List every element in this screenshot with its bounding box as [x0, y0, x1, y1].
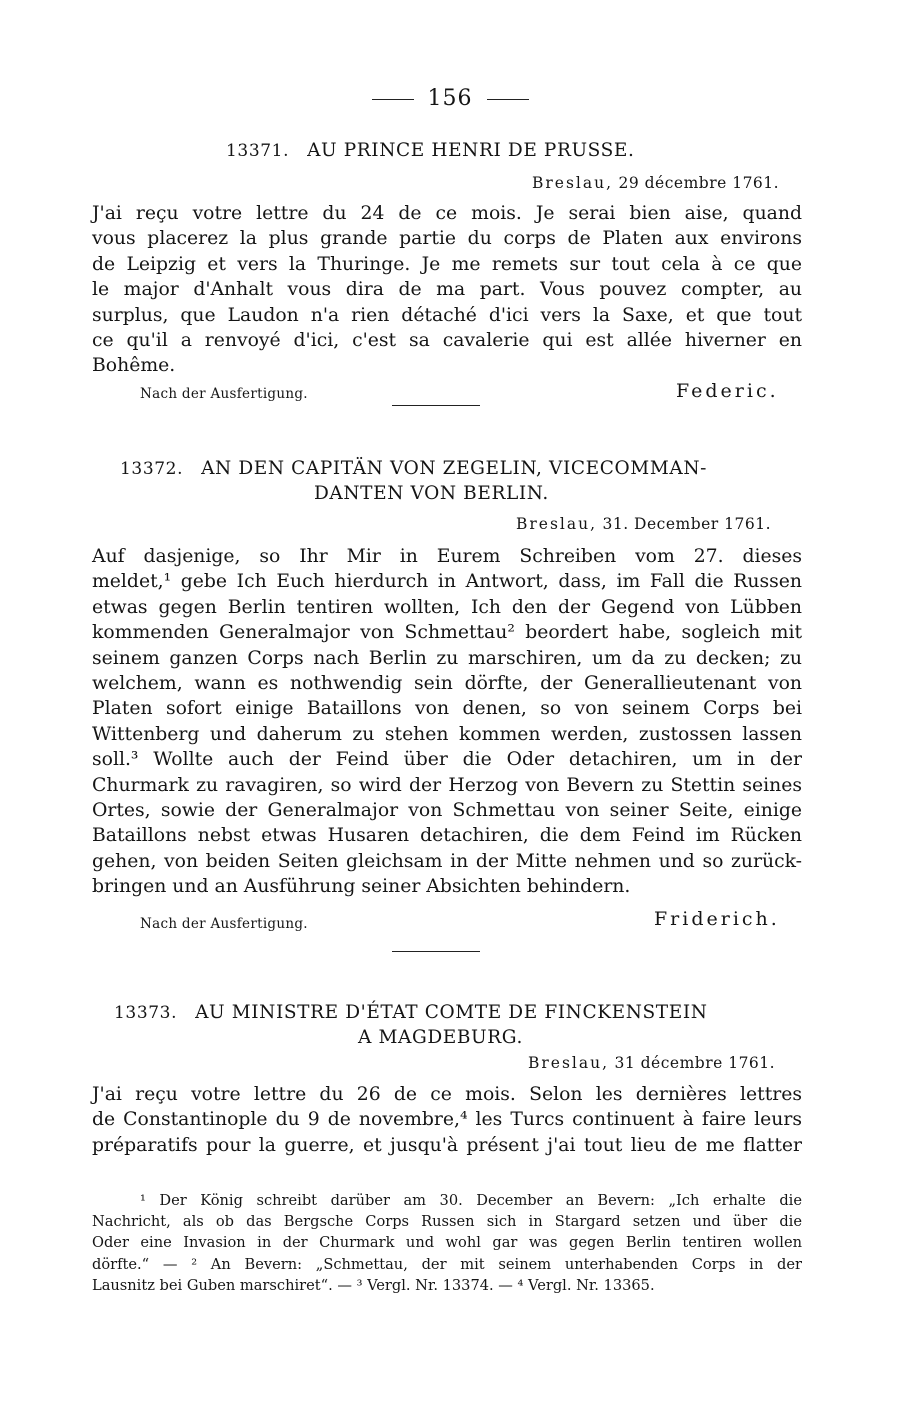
letter-2-line: Bataillons nebst etwas Husaren detachiren, die dem Feind im Rücken: [92, 825, 802, 847]
letter-1-line: J'ai reçu votre lettre du 24 de ce mois. Je serai bien aise, quand: [92, 203, 802, 224]
letter-2-line: Churmark zu ravagiren, so wird der Herzog von Bevern zu Stettin seines: [92, 774, 802, 796]
letter-2-recipient-line-2: DANTEN VON BERLIN.: [314, 483, 549, 504]
letter-2-line: Platen sofort einige Bataillons von denen, so von seinem Corps bei: [92, 698, 802, 720]
letter-1-line: vous placerez la plus grande partie du corps de Platen aux environs: [92, 228, 802, 250]
letter-1-recipient: AU PRINCE HENRI DE PRUSSE.: [307, 140, 635, 161]
letter-1-place: Breslau,: [532, 174, 614, 192]
letter-1-line: le major d'Anhalt vous dira de ma part. Vous pouvez compter, au: [92, 279, 802, 301]
letter-2-line: soll.³ Wollte auch der Feind über die Oder detachiren, um in der: [92, 749, 802, 771]
letter-1-line: Bohême.: [92, 355, 176, 377]
letter-2-signature: Friderich.: [654, 908, 780, 930]
letter-3-heading: [114, 1002, 708, 1023]
right-dash: [487, 99, 529, 100]
section-divider: [392, 405, 480, 406]
letter-1-line: ce qu'il a renvoyé d'ici, c'est sa cavalerie qui est allée hiverner en: [92, 330, 802, 352]
letter-2-line: meldet,¹ gebe Ich Euch hierdurch in Antwort, dass, im Fall die Russen: [92, 571, 802, 593]
letter-3-heading-cont: [358, 1027, 523, 1048]
letter-2-place: Breslau,: [516, 515, 598, 533]
letter-1-line: surplus, que Laudon n'a rien détaché d'ici vers la Saxe, et que tout: [92, 304, 802, 326]
section-divider: [392, 951, 480, 952]
footnote-line: Oder eine Invasion in der Churmark und wohl gar was gegen Berlin tentiren wollen: [92, 1234, 802, 1252]
letter-1-signature: Federic.: [676, 380, 779, 402]
letter-2-recipient-line-1: AN DEN CAPITÄN VON ZEGELIN, VICECOMMAN-: [201, 458, 707, 479]
letter-3-body: [92, 1082, 802, 1158]
footnote-line: Lausnitz bei Guben marschiret“. — ³ Vergl. Nr. 13374. — ⁴ Vergl. Nr. 13365.: [92, 1276, 655, 1294]
letter-1-number: 13371.: [226, 141, 290, 161]
footnote-line: Nachricht, als ob das Bergsche Corps Russen sich in Stargard setzen und über die: [92, 1213, 802, 1231]
letter-1-dateline: [532, 174, 779, 192]
page-number: 156: [427, 86, 473, 111]
footnote-line: ¹ Der König schreibt darüber am 30. December an Bevern: „Ich erhalte die: [140, 1192, 802, 1209]
letter-2-heading-cont: [314, 483, 549, 504]
letter-3-place: Breslau,: [528, 1054, 610, 1072]
letter-2-number: 13372.: [120, 459, 184, 479]
letter-2-line: bringen und an Ausführung seiner Absichten behindern.: [92, 876, 631, 898]
footnote-line: dörfte.“ — ² An Bevern: „Schmettau, der mit seinem unterhabenden Corps in der: [92, 1255, 802, 1273]
page-number-header: [0, 86, 900, 111]
letter-3-recipient-line-1: AU MINISTRE D'ÉTAT COMTE DE FINCKENSTEIN: [195, 1002, 708, 1023]
letter-2-line: kommenden Generalmajor von Schmettau² beordert habe, sogleich mit: [92, 622, 802, 644]
letter-3-number: 13373.: [114, 1003, 178, 1023]
letter-2-dateline: [516, 515, 771, 533]
left-dash: [372, 99, 414, 100]
letter-2-line: Wittenberg und daherum zu stehen kommen werden, zustossen lassen: [92, 723, 802, 745]
footnotes: [92, 1190, 802, 1296]
letter-2-line: gehen, von beiden Seiten gleichsam in der Mitte nehmen und so zurück-: [92, 850, 802, 872]
letter-2-body: [92, 544, 802, 900]
letter-2-line: Ortes, sowie der Generalmajor von Schmettau von seiner Seite, einige: [92, 800, 802, 822]
letter-2-line: welchem, wann es nothwendig sein dörfte, der Generallieutenant von: [92, 673, 802, 695]
letter-3-line: J'ai reçu votre lettre du 26 de ce mois. Selon les dernières lettres: [92, 1084, 802, 1105]
letter-2-source-note: Nach der Ausfertigung.: [140, 916, 308, 932]
letter-3-dateline: [528, 1054, 775, 1072]
letter-3-date: 31 décembre 1761.: [614, 1054, 776, 1072]
letter-1-heading: [226, 140, 634, 161]
letter-1-source-note: Nach der Ausfertigung.: [140, 386, 308, 402]
letter-3-line: préparatifs pour la guerre, et jusqu'à présent j'ai tout lieu de me flatter: [92, 1134, 802, 1156]
letter-1-line: de Leipzig et vers la Thuringe. Je me remets sur tout cela à ce que: [92, 253, 802, 275]
letter-2-heading: [120, 458, 707, 479]
letter-3-line: de Constantinople du 9 de novembre,⁴ les Turcs continuent à faire leurs: [92, 1109, 802, 1131]
letter-3-recipient-line-2: A MAGDEBURG.: [358, 1027, 523, 1048]
letter-2-date: 31. December 1761.: [602, 515, 772, 533]
letter-2-line: seinem ganzen Corps nach Berlin zu marschiren, um da zu decken; zu: [92, 647, 802, 669]
letter-1-date: 29 décembre 1761.: [618, 174, 780, 192]
letter-2-line: Auf dasjenige, so Ihr Mir in Eurem Schreiben vom 27. dieses: [92, 546, 802, 567]
letter-2-line: etwas gegen Berlin tentiren wollten, Ich den der Gegend von Lübben: [92, 596, 802, 618]
letter-1-body: [92, 201, 802, 379]
